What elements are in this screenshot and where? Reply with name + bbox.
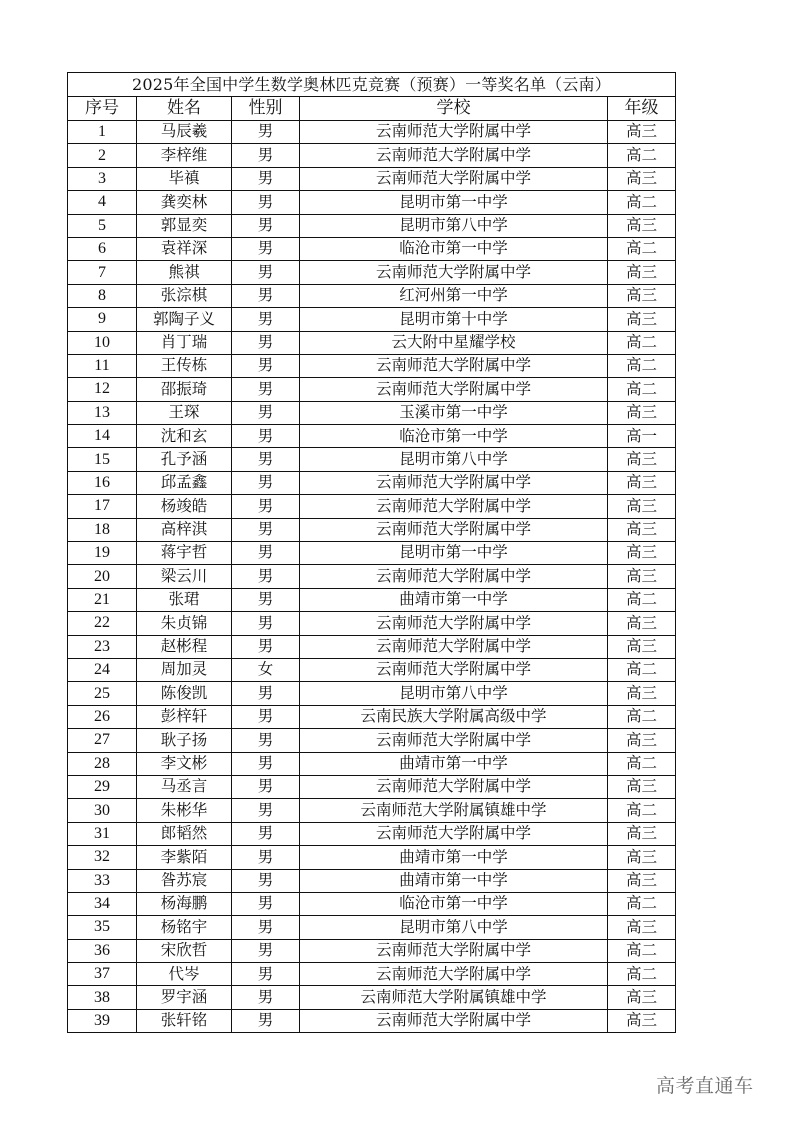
cell-school: 云南师范大学附属中学 (300, 261, 608, 284)
cell-school: 云南师范大学附属镇雄中学 (300, 986, 608, 1009)
cell-name: 张轩铭 (137, 1009, 232, 1032)
cell-number: 22 (68, 612, 137, 635)
cell-gender: 男 (232, 705, 300, 728)
cell-number: 37 (68, 963, 137, 986)
cell-number: 13 (68, 401, 137, 424)
cell-grade: 高三 (608, 869, 676, 892)
cell-number: 27 (68, 729, 137, 752)
cell-number: 30 (68, 799, 137, 822)
cell-grade: 高三 (608, 775, 676, 798)
cell-grade: 高二 (608, 588, 676, 611)
table-row (68, 963, 676, 986)
cell-gender: 男 (232, 729, 300, 752)
table-row (68, 658, 676, 681)
cell-name: 彭梓轩 (137, 705, 232, 728)
cell-grade: 高三 (608, 284, 676, 307)
cell-number: 15 (68, 448, 137, 471)
cell-school: 玉溪市第一中学 (300, 401, 608, 424)
cell-name: 朱彬华 (137, 799, 232, 822)
table-row (68, 214, 676, 237)
document-title: 2025年全国中学生数学奥林匹克竞赛（预赛）一等奖名单（云南） (68, 73, 676, 97)
cell-name: 郭显奕 (137, 214, 232, 237)
table-row (68, 284, 676, 307)
cell-grade: 高二 (608, 752, 676, 775)
cell-grade: 高二 (608, 705, 676, 728)
cell-gender: 男 (232, 963, 300, 986)
award-list-table (67, 72, 676, 1033)
column-header-name: 姓名 (137, 97, 232, 121)
cell-number: 19 (68, 542, 137, 565)
cell-gender: 男 (232, 401, 300, 424)
cell-name: 李紫陌 (137, 846, 232, 869)
cell-grade: 高三 (608, 635, 676, 658)
watermark: 高考直通车 (656, 1075, 754, 1097)
cell-grade: 高三 (608, 846, 676, 869)
table-row (68, 986, 676, 1009)
cell-gender: 男 (232, 635, 300, 658)
cell-number: 21 (68, 588, 137, 611)
column-header-gender: 性别 (232, 97, 300, 121)
table-row (68, 354, 676, 377)
cell-gender: 男 (232, 682, 300, 705)
cell-name: 邵振琦 (137, 378, 232, 401)
cell-name: 陈俊凯 (137, 682, 232, 705)
cell-number: 3 (68, 167, 137, 190)
cell-school: 昆明市第八中学 (300, 682, 608, 705)
column-header-number: 序号 (68, 97, 137, 121)
cell-number: 32 (68, 846, 137, 869)
table-row (68, 939, 676, 962)
cell-school: 云大附中星耀学校 (300, 331, 608, 354)
table-row (68, 588, 676, 611)
table-row (68, 565, 676, 588)
cell-grade: 高二 (608, 939, 676, 962)
table-row (68, 799, 676, 822)
table-row (68, 121, 676, 144)
cell-name: 孔予涵 (137, 448, 232, 471)
table-row (68, 518, 676, 541)
cell-number: 16 (68, 471, 137, 494)
cell-school: 红河州第一中学 (300, 284, 608, 307)
cell-name: 宋欣哲 (137, 939, 232, 962)
cell-number: 7 (68, 261, 137, 284)
table-row (68, 378, 676, 401)
cell-name: 杨竣皓 (137, 495, 232, 518)
cell-school: 临沧市第一中学 (300, 425, 608, 448)
cell-grade: 高三 (608, 822, 676, 845)
cell-number: 35 (68, 916, 137, 939)
cell-name: 罗宇涵 (137, 986, 232, 1009)
cell-school: 云南师范大学附属中学 (300, 1009, 608, 1032)
cell-number: 14 (68, 425, 137, 448)
column-header-grade: 年级 (608, 97, 676, 121)
cell-grade: 高三 (608, 401, 676, 424)
table-row (68, 916, 676, 939)
cell-school: 云南师范大学附属中学 (300, 775, 608, 798)
table-row (68, 471, 676, 494)
cell-grade: 高三 (608, 495, 676, 518)
cell-gender: 男 (232, 939, 300, 962)
cell-gender: 男 (232, 565, 300, 588)
cell-name: 龚奕林 (137, 191, 232, 214)
cell-school: 临沧市第一中学 (300, 237, 608, 260)
cell-name: 郎韬然 (137, 822, 232, 845)
cell-number: 4 (68, 191, 137, 214)
table-row (68, 308, 676, 331)
cell-number: 5 (68, 214, 137, 237)
cell-school: 云南师范大学附属中学 (300, 963, 608, 986)
cell-school: 云南师范大学附属中学 (300, 822, 608, 845)
cell-gender: 男 (232, 425, 300, 448)
cell-gender: 男 (232, 471, 300, 494)
table-row (68, 425, 676, 448)
cell-grade: 高二 (608, 799, 676, 822)
cell-grade: 高三 (608, 518, 676, 541)
cell-grade: 高二 (608, 892, 676, 915)
cell-name: 王传栋 (137, 354, 232, 377)
cell-name: 杨海鹏 (137, 892, 232, 915)
cell-school: 云南师范大学附属中学 (300, 518, 608, 541)
cell-grade: 高二 (608, 658, 676, 681)
cell-name: 朱贞锦 (137, 612, 232, 635)
cell-grade: 高二 (608, 354, 676, 377)
table-row (68, 775, 676, 798)
cell-gender: 男 (232, 799, 300, 822)
cell-grade: 高三 (608, 214, 676, 237)
cell-number: 18 (68, 518, 137, 541)
cell-name: 袁祥深 (137, 237, 232, 260)
cell-number: 23 (68, 635, 137, 658)
cell-number: 12 (68, 378, 137, 401)
cell-number: 39 (68, 1009, 137, 1032)
cell-number: 2 (68, 144, 137, 167)
cell-gender: 男 (232, 261, 300, 284)
cell-school: 云南师范大学附属中学 (300, 939, 608, 962)
cell-grade: 高二 (608, 191, 676, 214)
cell-school: 云南师范大学附属中学 (300, 658, 608, 681)
cell-number: 1 (68, 121, 137, 144)
table-row (68, 1009, 676, 1032)
cell-school: 昆明市第八中学 (300, 916, 608, 939)
cell-school: 昆明市第八中学 (300, 448, 608, 471)
cell-number: 33 (68, 869, 137, 892)
cell-gender: 男 (232, 612, 300, 635)
cell-grade: 高三 (608, 471, 676, 494)
cell-grade: 高二 (608, 237, 676, 260)
table-row (68, 729, 676, 752)
cell-number: 20 (68, 565, 137, 588)
cell-school: 云南师范大学附属中学 (300, 378, 608, 401)
cell-gender: 男 (232, 214, 300, 237)
table-row (68, 191, 676, 214)
cell-grade: 高二 (608, 963, 676, 986)
cell-gender: 男 (232, 448, 300, 471)
cell-gender: 男 (232, 518, 300, 541)
title-row (68, 73, 676, 97)
cell-name: 熊祺 (137, 261, 232, 284)
cell-gender: 男 (232, 284, 300, 307)
cell-number: 8 (68, 284, 137, 307)
cell-school: 昆明市第一中学 (300, 542, 608, 565)
cell-school: 云南师范大学附属中学 (300, 121, 608, 144)
cell-gender: 男 (232, 237, 300, 260)
cell-name: 张淙棋 (137, 284, 232, 307)
cell-grade: 高三 (608, 986, 676, 1009)
cell-number: 36 (68, 939, 137, 962)
cell-name: 杨铭宇 (137, 916, 232, 939)
cell-school: 临沧市第一中学 (300, 892, 608, 915)
cell-name: 周加灵 (137, 658, 232, 681)
table-row (68, 401, 676, 424)
cell-number: 17 (68, 495, 137, 518)
header-row (68, 97, 676, 121)
cell-school: 云南师范大学附属镇雄中学 (300, 799, 608, 822)
cell-number: 34 (68, 892, 137, 915)
table-row (68, 261, 676, 284)
cell-grade: 高三 (608, 729, 676, 752)
cell-grade: 高三 (608, 308, 676, 331)
cell-gender: 男 (232, 1009, 300, 1032)
cell-school: 云南师范大学附属中学 (300, 167, 608, 190)
cell-gender: 男 (232, 167, 300, 190)
cell-grade: 高二 (608, 144, 676, 167)
cell-gender: 男 (232, 308, 300, 331)
table-row (68, 705, 676, 728)
cell-grade: 高三 (608, 1009, 676, 1032)
cell-grade: 高三 (608, 448, 676, 471)
cell-name: 郭陶子义 (137, 308, 232, 331)
table-row (68, 448, 676, 471)
table-row (68, 542, 676, 565)
cell-grade: 高三 (608, 682, 676, 705)
cell-school: 云南师范大学附属中学 (300, 729, 608, 752)
cell-grade: 高二 (608, 331, 676, 354)
cell-name: 耿子扬 (137, 729, 232, 752)
cell-gender: 男 (232, 354, 300, 377)
cell-school: 曲靖市第一中学 (300, 869, 608, 892)
cell-name: 蒋宇哲 (137, 542, 232, 565)
cell-gender: 男 (232, 916, 300, 939)
cell-school: 云南师范大学附属中学 (300, 354, 608, 377)
cell-grade: 高一 (608, 425, 676, 448)
column-header-school: 学校 (300, 97, 608, 121)
cell-gender: 男 (232, 588, 300, 611)
cell-name: 毕禛 (137, 167, 232, 190)
cell-school: 曲靖市第一中学 (300, 588, 608, 611)
table-row (68, 612, 676, 635)
cell-name: 马辰羲 (137, 121, 232, 144)
cell-name: 张珺 (137, 588, 232, 611)
table-row (68, 846, 676, 869)
cell-number: 11 (68, 354, 137, 377)
cell-gender: 男 (232, 822, 300, 845)
cell-grade: 高三 (608, 121, 676, 144)
cell-number: 29 (68, 775, 137, 798)
cell-school: 云南民族大学附属高级中学 (300, 705, 608, 728)
cell-name: 沈和玄 (137, 425, 232, 448)
cell-gender: 男 (232, 846, 300, 869)
cell-number: 28 (68, 752, 137, 775)
cell-name: 高梓淇 (137, 518, 232, 541)
cell-name: 王琛 (137, 401, 232, 424)
table-row (68, 752, 676, 775)
cell-grade: 高三 (608, 565, 676, 588)
cell-grade: 高三 (608, 167, 676, 190)
cell-name: 赵彬程 (137, 635, 232, 658)
table-body (68, 121, 676, 1033)
cell-school: 昆明市第八中学 (300, 214, 608, 237)
cell-school: 云南师范大学附属中学 (300, 635, 608, 658)
cell-number: 10 (68, 331, 137, 354)
table-row (68, 331, 676, 354)
cell-gender: 男 (232, 121, 300, 144)
cell-name: 李梓维 (137, 144, 232, 167)
cell-gender: 男 (232, 775, 300, 798)
cell-school: 云南师范大学附属中学 (300, 612, 608, 635)
cell-school: 云南师范大学附属中学 (300, 495, 608, 518)
cell-number: 6 (68, 237, 137, 260)
table-row (68, 167, 676, 190)
cell-number: 38 (68, 986, 137, 1009)
cell-gender: 女 (232, 658, 300, 681)
cell-name: 代岑 (137, 963, 232, 986)
table-row (68, 682, 676, 705)
cell-school: 昆明市第十中学 (300, 308, 608, 331)
cell-grade: 高三 (608, 542, 676, 565)
cell-gender: 男 (232, 331, 300, 354)
table-row (68, 237, 676, 260)
cell-grade: 高三 (608, 261, 676, 284)
cell-school: 云南师范大学附属中学 (300, 565, 608, 588)
cell-gender: 男 (232, 378, 300, 401)
cell-name: 肖丁瑞 (137, 331, 232, 354)
cell-name: 梁云川 (137, 565, 232, 588)
cell-gender: 男 (232, 191, 300, 214)
cell-school: 昆明市第一中学 (300, 191, 608, 214)
cell-grade: 高三 (608, 916, 676, 939)
cell-name: 李文彬 (137, 752, 232, 775)
table-row (68, 495, 676, 518)
cell-name: 邱孟鑫 (137, 471, 232, 494)
table-row (68, 822, 676, 845)
cell-grade: 高二 (608, 378, 676, 401)
cell-gender: 男 (232, 495, 300, 518)
cell-gender: 男 (232, 542, 300, 565)
cell-school: 云南师范大学附属中学 (300, 144, 608, 167)
table-row (68, 635, 676, 658)
table-row (68, 892, 676, 915)
cell-gender: 男 (232, 892, 300, 915)
cell-school: 云南师范大学附属中学 (300, 471, 608, 494)
cell-name: 马丞言 (137, 775, 232, 798)
cell-gender: 男 (232, 869, 300, 892)
cell-number: 9 (68, 308, 137, 331)
cell-number: 24 (68, 658, 137, 681)
cell-gender: 男 (232, 986, 300, 1009)
cell-gender: 男 (232, 144, 300, 167)
cell-grade: 高三 (608, 612, 676, 635)
cell-number: 31 (68, 822, 137, 845)
table-row (68, 869, 676, 892)
cell-gender: 男 (232, 752, 300, 775)
cell-name: 昝苏宸 (137, 869, 232, 892)
cell-school: 曲靖市第一中学 (300, 752, 608, 775)
cell-number: 26 (68, 705, 137, 728)
table-row (68, 144, 676, 167)
cell-school: 曲靖市第一中学 (300, 846, 608, 869)
cell-number: 25 (68, 682, 137, 705)
